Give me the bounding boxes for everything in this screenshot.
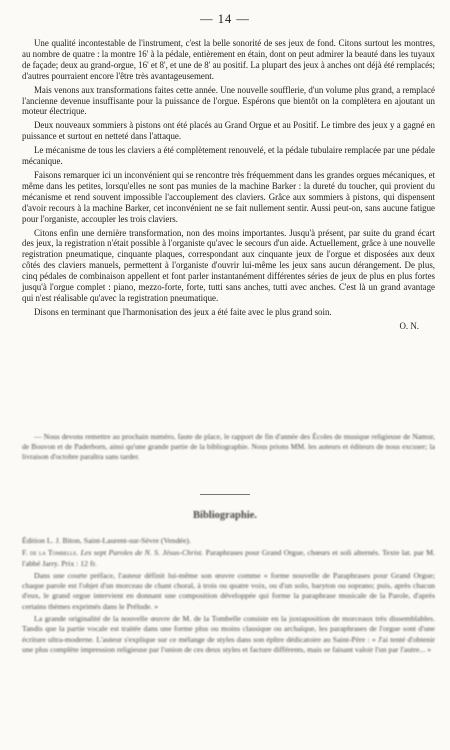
page-number: — 14 — [200, 12, 250, 26]
entry-author: F. de la Tombelle. [22, 548, 79, 558]
entry-title: Les sept Paroles de N. S. Jésus-Christ. [80, 548, 204, 558]
entry-details: Paraphrases pour Grand Orgue, chœurs et soli alternés. Texte lat. par M. l'abbé Jarry. Prix : 12 fr. [22, 548, 436, 568]
publisher-line: Édition L. J. Biton, Saint-Laurent-sur-Sèvre (Vendée). [22, 536, 191, 545]
note-text: — Nous devons remettre au prochain numéro, faute de place, le rapport de fin d'année des Écoles de musique religieuse de Namur, de Bouvon et de Paderborn, ainsi qu'une grande partie de la bibliographie. Nous prions MM. les auteurs et éditeurs de nous excuser; la livraison d'octobre paraîtra sans tarder. [22, 432, 435, 462]
section-divider [200, 494, 250, 495]
paragraph: Disons en terminant que l'harmonisation des jeux a été faite avec le plus grand soin. [34, 306, 332, 317]
bibliography-section [22, 536, 435, 657]
paragraph: Le mécanisme de tous les claviers a été complètement renouvelé, et la pédale tubulaire remplacée par une pédale mécanique. [22, 145, 435, 167]
paragraph: Citons enfin une dernière transformation, non des moins importantes. Jusqu'à présent, par suite du grand écart des jeux, la registration n'était possible à l'organiste qu'avec le secours d'un aide. Actuellement, grâce à une nouvelle registration pneumatique, cinquante plaques, correspondant aux cinquante jeux de l'orgue et disposées aux deux côtés des claviers manuels, permettent à l'organiste d'ouvrir lui-même les jeux sans aucun dérangement. De plus, cinq pédales de combinaison appellent et font parler instantanément différentes séries de jeux de plus en plus fortes jusqu'à l'orgue complet : piano, mezzo-forte, forte, tutti sans anches, tutti avec anches. C'est là un grand avantage qui n'est réalisable qu'avec la registration pneumatique. [22, 227, 435, 303]
article-body [22, 38, 435, 332]
review-paragraph: La grande originalité de la nouvelle œuvre de M. de la Tombelle consiste en la juxtaposition de morceaux très dissemblables. Tandis que la partie vocale est traitée dans une forme plus ou moins classique ou archaïque, les paraphrases de l'orgue sont d'une écriture ultra-moderne. L'auteur s'explique sur ce mélange de styles dans son épître dédicatoire au Saint-Père : « J'ai tenté d'obtenir une plus complète impression religieuse par l'union de ces deux styles et facture différents, mais se faisant valoir l'un par l'autre... » [22, 614, 435, 654]
paragraph: Faisons remarquer ici un inconvénient qui se rencontre très fréquemment dans les grandes orgues mécaniques, et même dans les petites, lorsqu'elles ne sont pas munies de la machine Barker : la dureté du toucher, qui provient du mécanisme et rend souvent impossible l'accouplement des claviers. Grâce aux sommiers à pistons, qui dispensent d'avoir recours à la machine Barker, cet inconvénient ne se fait nullement sentir. Aussi peut-on, sans aucune fatigue pour l'organiste, accoupler les trois claviers. [22, 169, 435, 224]
paragraph: Mais venons aux transformations faites cette année. Une nouvelle soufflerie, d'un volume plus grand, a remplacé l'ancienne devenue insuffisante pour la puissance de l'orgue. Espérons que bientôt on la complètera en ajoutant un moteur électrique. [22, 84, 435, 117]
bibliography-heading: Bibliographie. [193, 510, 257, 521]
paragraph: Deux nouveaux sommiers à pistons ont été placés au Grand Orgue et au Positif. Le timbre des jeux y a gagné en puissance et surtout en netteté dans l'attaque. [22, 120, 435, 142]
review-paragraph: Dans une courte préface, l'auteur définit lui-même son œuvre comme « forme nouvelle de Paraphrases pour Grand Orgue; chaque parole est l'objet d'un morceau de chant choral, à trois ou quatre voix, ou d'un solo, baryton ou soprano; puis, après chacun d'eux, le grand orgue intervient en donnant une composition développée qui forme la paraphrase musicale de la Parole, d'après certains thèmes exprimés dans le Prélude. » [22, 570, 435, 611]
bibliography-entry [22, 548, 435, 569]
signature: O. N. [399, 320, 419, 331]
paragraph: Une qualité incontestable de l'instrument, c'est la belle sonorité de ses jeux de fond. Citons surtout les montres, au nombre de quatre : la montre 16' à la pédale, entièrement en étain, dont on peut admirer la beauté dans les tuyaux de façade; deux au grand-orgue, 16' et 8', et une de 8' au positif. La plupart des jeux à anches ont déjà été remplacés; d'autres pourraient encore l'être très avantageusement. [22, 38, 435, 81]
editorial-note [22, 432, 435, 463]
